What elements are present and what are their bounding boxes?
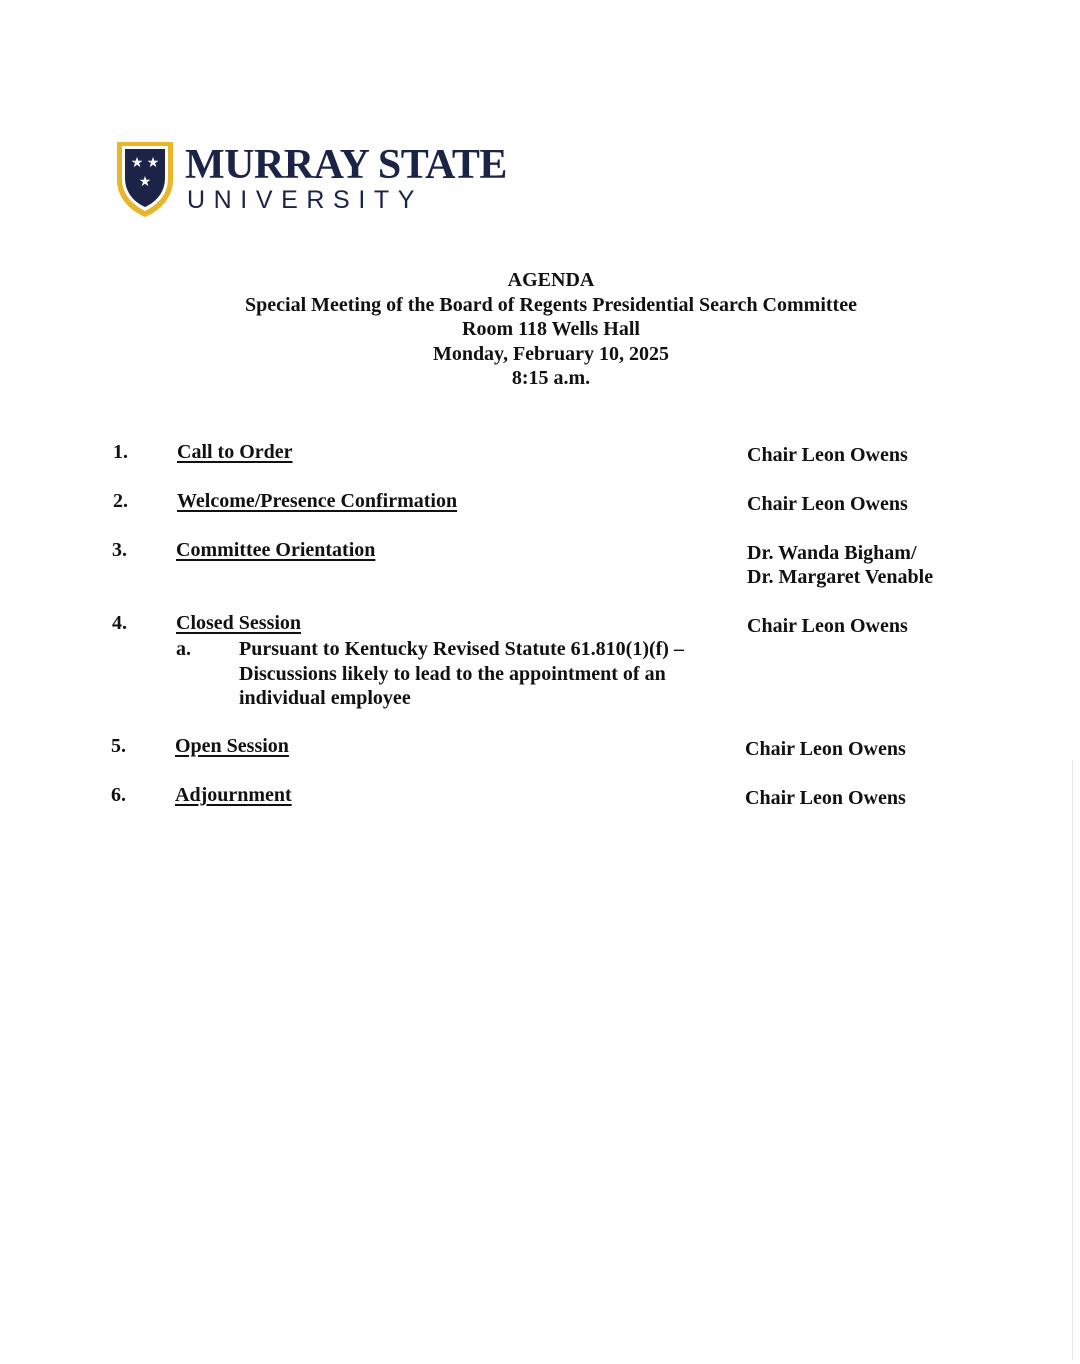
logo-name-line2: UNIVERSITY (187, 186, 424, 214)
item-presenter: Chair Leon Owens (747, 444, 908, 466)
item-presenter: Chair Leon Owens (745, 738, 906, 760)
meeting-date: Monday, February 10, 2025 (432, 342, 670, 365)
agenda-title: AGENDA (507, 269, 595, 291)
item-number: 1. (113, 441, 128, 463)
item-number: 5. (111, 735, 126, 757)
svg-text:★: ★ (130, 155, 144, 171)
university-logo (115, 140, 535, 220)
item-presenter: Dr. Wanda Bigham/ (747, 542, 917, 564)
item-title: Adjournment (175, 784, 292, 806)
item-title: Closed Session (176, 612, 302, 634)
agenda-item (0, 489, 1080, 519)
logo-name-line1: MURRAY STATE (185, 142, 507, 188)
item-presenter: Chair Leon Owens (745, 787, 906, 809)
agenda-item (0, 734, 1080, 764)
sub-item-letter: a. (176, 638, 191, 660)
agenda-item (0, 611, 1080, 711)
svg-text:★: ★ (146, 155, 160, 171)
sub-item-line: Discussions likely to lead to the appointment of an (239, 662, 666, 685)
agenda-item (0, 783, 1080, 813)
item-number: 3. (112, 539, 127, 561)
meeting-name: Special Meeting of the Board of Regents Presidential Search Committee (245, 293, 857, 316)
item-title: Call to Order (177, 441, 293, 463)
agenda-heading (0, 268, 1080, 391)
svg-text:★: ★ (138, 174, 152, 190)
meeting-time: 8:15 a.m. (511, 367, 591, 389)
shield-icon (115, 140, 175, 218)
agenda-item (0, 440, 1080, 470)
item-number: 6. (111, 784, 126, 806)
item-number: 2. (113, 490, 128, 512)
item-title: Open Session (175, 735, 289, 757)
item-number: 4. (112, 612, 127, 634)
agenda-item (0, 538, 1080, 593)
item-presenter: Chair Leon Owens (747, 493, 908, 515)
item-title: Welcome/Presence Confirmation (177, 490, 458, 512)
sub-item-text (239, 637, 739, 711)
item-presenter: Chair Leon Owens (747, 615, 908, 637)
sub-item-line: individual employee (239, 687, 411, 709)
sub-item-line: Pursuant to Kentucky Revised Statute 61.810(1)(f) – (239, 638, 684, 660)
item-presenter: Dr. Margaret Venable (747, 566, 934, 588)
scan-edge-line (1072, 760, 1073, 1360)
item-title: Committee Orientation (176, 539, 376, 561)
meeting-location: Room 118 Wells Hall (462, 318, 640, 340)
